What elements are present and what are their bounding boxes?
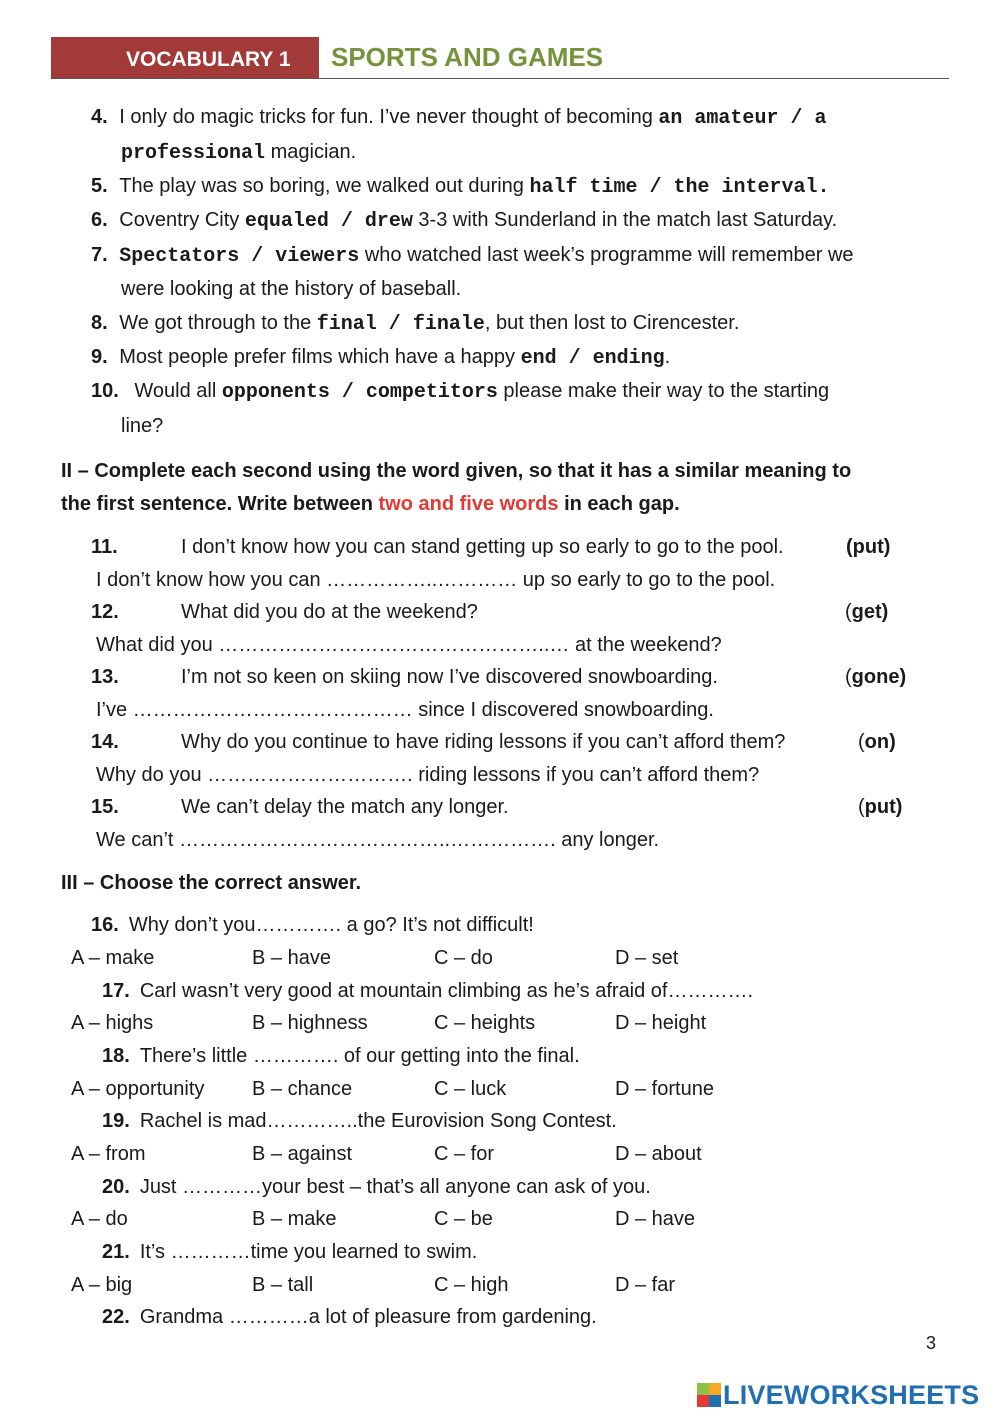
word-choice: half time / the interval.	[529, 176, 830, 199]
word-choice: an amateur / a	[658, 107, 827, 130]
question-4	[91, 107, 826, 129]
bracket: (	[845, 601, 852, 623]
question-9	[91, 347, 670, 369]
question-sentence: We can’t delay the match any longer.	[181, 796, 509, 818]
question-number: 20.	[102, 1176, 130, 1198]
option-c[interactable]: C – high	[434, 1274, 509, 1296]
liveworksheets-logo[interactable]	[697, 1380, 979, 1410]
bracket: (	[858, 796, 865, 818]
question-10-line-2: line?	[121, 415, 164, 437]
question-text: I only do magic tricks for fun. I’ve never thought of becoming	[119, 106, 659, 128]
option-b[interactable]: B – make	[252, 1208, 337, 1230]
question-number: 19.	[102, 1110, 130, 1132]
question-17	[102, 981, 753, 1001]
option-b[interactable]: B – have	[252, 947, 331, 969]
word-choice: professional	[121, 142, 266, 165]
question-text: Just …………your best – that’s all anyone can ask of you.	[139, 1176, 651, 1198]
liveworksheets-logo-icon	[697, 1383, 721, 1407]
logo-text: LIVEWORKSHEETS	[723, 1379, 980, 1410]
question-number: 14.	[91, 731, 119, 753]
option-c[interactable]: C – be	[434, 1208, 493, 1230]
question-text: The play was so boring, we walked out during	[119, 175, 530, 197]
section-2-heading-line-2	[61, 494, 680, 514]
question-text: Why don’t you…………. a go? It’s not difficult!	[128, 914, 534, 936]
word-choice: opponents / competitors	[221, 381, 498, 404]
word-choice: final / finale	[316, 313, 485, 336]
question-text: please make their way to the starting	[497, 380, 830, 402]
word-limit-highlight: two and five words	[378, 493, 559, 515]
option-d[interactable]: D – about	[615, 1143, 702, 1165]
question-text: Grandma …………a lot of pleasure from gardening.	[139, 1306, 597, 1328]
question-text: Most people prefer films which have a happy	[119, 346, 521, 368]
question-7-line-2: were looking at the history of baseball.	[121, 278, 462, 300]
question-4-line-2	[121, 142, 356, 164]
question-text: It’s …………time you learned to swim.	[139, 1241, 478, 1263]
option-d[interactable]: D – have	[615, 1208, 696, 1230]
question-text: Would all	[134, 380, 222, 402]
question-number: 17.	[102, 980, 130, 1002]
option-d[interactable]: D – set	[615, 947, 679, 969]
key-word-text: put	[864, 796, 896, 818]
question-text: .	[664, 346, 671, 368]
question-22	[102, 1307, 597, 1327]
word-choice: end / ending	[520, 347, 665, 370]
question-18	[102, 1046, 580, 1066]
question-number: 12.	[91, 601, 119, 623]
option-a[interactable]: A – big	[71, 1274, 133, 1296]
question-number: 10.	[91, 380, 119, 402]
question-number: 4.	[91, 106, 108, 128]
question-number: 8.	[91, 312, 108, 334]
question-number: 18.	[102, 1045, 130, 1067]
question-number: 16.	[91, 914, 119, 936]
option-a[interactable]: A – do	[71, 1208, 128, 1230]
question-8	[91, 313, 739, 335]
question-number: 21.	[102, 1241, 130, 1263]
question-sentence: I don’t know how you can stand getting up so early to go to the pool.	[181, 536, 784, 558]
question-20	[102, 1177, 651, 1197]
bracket: )	[889, 731, 896, 753]
option-b[interactable]: B – tall	[252, 1274, 314, 1296]
option-d[interactable]: D – fortune	[615, 1078, 714, 1100]
option-a[interactable]: A – make	[71, 947, 155, 969]
option-c[interactable]: C – for	[434, 1143, 495, 1165]
bracket: )	[881, 601, 889, 623]
key-word: (put)	[846, 536, 891, 558]
question-5	[91, 176, 830, 198]
rewrite-sentence: What did you …………………………………………..… at the weekend?	[96, 634, 722, 656]
heading-text: in each gap.	[558, 493, 680, 515]
question-16	[91, 915, 534, 935]
question-19	[102, 1111, 617, 1131]
question-10	[91, 381, 829, 403]
question-number: 11.	[91, 536, 118, 558]
question-text: We got through to the	[119, 312, 317, 334]
question-text: Rachel is mad…………..the Eurovision Song Contest.	[139, 1110, 617, 1132]
key-word	[845, 602, 888, 622]
question-text: Carl wasn’t very good at mountain climbing as he’s afraid of………….	[139, 980, 754, 1002]
question-7	[91, 245, 854, 267]
word-choice: Spectators / viewers	[119, 245, 360, 268]
key-word	[845, 667, 906, 687]
question-sentence: I’m not so keen on skiing now I’ve discovered snowboarding.	[181, 666, 718, 688]
question-text: 3-3 with Sunderland in the match last Saturday.	[412, 209, 838, 231]
question-number: 13.	[91, 666, 119, 688]
question-number: 6.	[91, 209, 108, 231]
section-3-heading: III – Choose the correct answer.	[61, 872, 362, 894]
option-a[interactable]: A – highs	[71, 1012, 154, 1034]
rewrite-sentence: I don’t know how you can ……………..………… up so early to go to the pool.	[96, 569, 776, 591]
key-word-text: gone	[851, 666, 900, 688]
question-text: , but then lost to Cirencester.	[484, 312, 740, 334]
page-number: 3	[926, 1333, 937, 1353]
key-word	[858, 797, 902, 817]
word-choice: equaled / drew	[244, 210, 413, 233]
bracket: (	[858, 731, 865, 753]
option-b[interactable]: B – against	[252, 1143, 353, 1165]
question-number: 22.	[102, 1306, 130, 1328]
question-number: 9.	[91, 346, 108, 368]
heading-text: the first sentence. Write between	[61, 493, 379, 515]
question-number: 7.	[91, 244, 108, 266]
page-title: SPORTS AND GAMES	[331, 42, 604, 72]
question-sentence: Why do you continue to have riding lessons if you can’t afford them?	[181, 731, 786, 753]
option-d[interactable]: D – height	[615, 1012, 707, 1034]
header-divider	[51, 78, 949, 79]
question-21	[102, 1242, 477, 1262]
option-c[interactable]: C – heights	[434, 1012, 536, 1034]
rewrite-sentence: I’ve …………………………………… since I discovered snowboarding.	[96, 699, 714, 721]
option-a[interactable]: A – opportunity	[71, 1078, 205, 1100]
question-text: who watched last week’s programme will remember we	[359, 244, 854, 266]
option-b[interactable]: B – highness	[252, 1012, 368, 1034]
key-word-text: get	[851, 601, 882, 623]
rewrite-sentence: We can’t …………………………………..……………. any longer.	[96, 829, 660, 851]
section-2-heading: II – Complete each second using the word given, so that it has a similar meaning to	[61, 460, 852, 482]
question-text: Coventry City	[119, 209, 245, 231]
key-word	[858, 732, 896, 752]
question-sentence: What did you do at the weekend?	[181, 601, 478, 623]
question-number: 5.	[91, 175, 108, 197]
bracket: )	[895, 796, 903, 818]
bracket: )	[899, 666, 907, 688]
option-a[interactable]: A – from	[71, 1143, 146, 1165]
option-b[interactable]: B – chance	[252, 1078, 353, 1100]
question-6	[91, 210, 837, 232]
question-text: There’s little …………. of our getting into the final.	[139, 1045, 580, 1067]
option-c[interactable]: C – do	[434, 947, 493, 969]
question-text: magician.	[265, 141, 357, 163]
option-c[interactable]: C – luck	[434, 1078, 507, 1100]
question-number: 15.	[91, 796, 119, 818]
key-word-text: on	[864, 731, 890, 753]
bracket: (	[845, 666, 852, 688]
header-tag: VOCABULARY 1	[126, 48, 291, 71]
rewrite-sentence: Why do you …………………………. riding lessons if you can’t afford them?	[96, 764, 760, 786]
option-d[interactable]: D – far	[615, 1274, 676, 1296]
